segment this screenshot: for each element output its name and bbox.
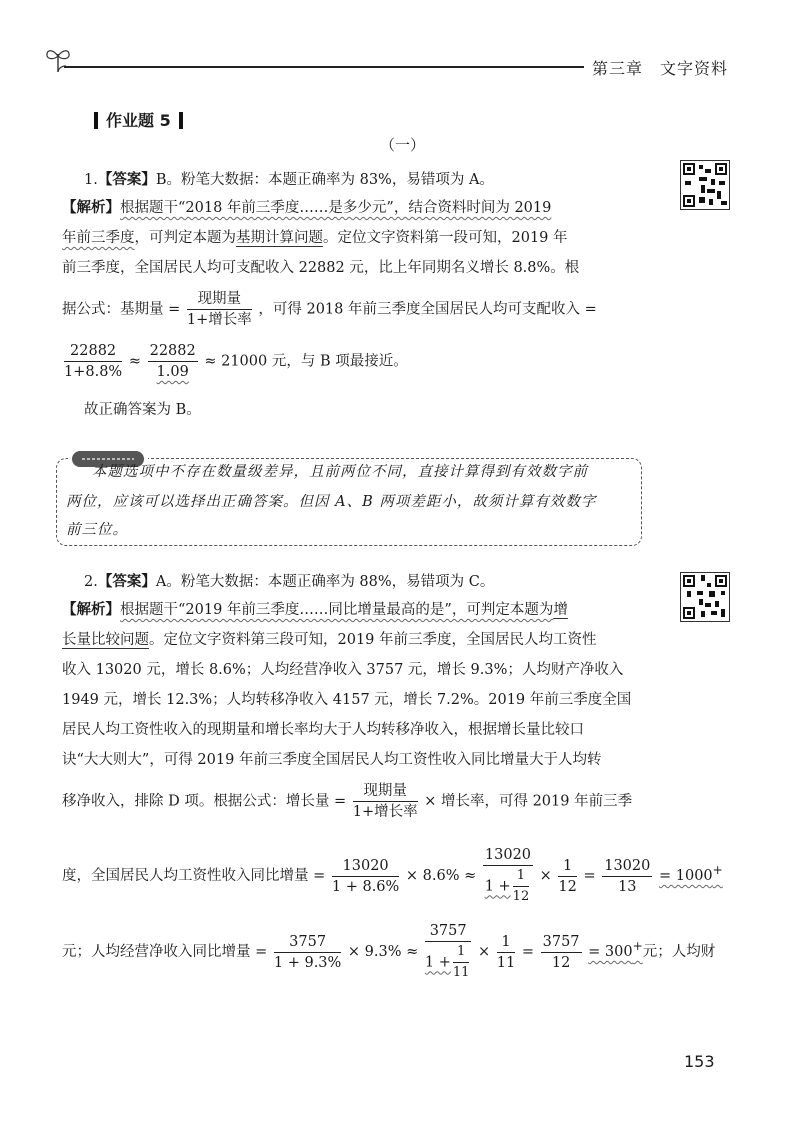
q2-text-line: 居民人均工资性收入的现期量和增长率均大于人均转移净收入，根据增长量比较口	[62, 722, 584, 738]
fraction: $\frac{\text{现期量}}{\text{1+增长率}}$	[352, 783, 418, 820]
fraction: $\frac{\text{现期量}}{\text{1+增长率}}$	[186, 291, 252, 328]
tip-line: 前三位。	[66, 522, 128, 538]
q1-calc-line: $\frac{22882}{1+8.8\%}$ ≈ $\frac{22882}{1.09}$ ≈ 21000 元，与 B 项最接近。	[64, 343, 408, 380]
fraction: $\frac{3757}{12}$	[542, 933, 580, 971]
qr-code-icon	[680, 572, 730, 622]
fraction: $\frac{1}{12}$	[558, 857, 577, 895]
q2-text-line: 1949 元，增长 12.3%；人均转移净收入 4157 元，增长 7.2%。2019 年前三季度全国	[62, 692, 632, 708]
leaf-logo-icon	[44, 44, 72, 78]
q1-conclusion: 故正确答案为 B。	[84, 402, 201, 418]
section-title: （一）	[380, 136, 426, 154]
q2-formula-line: 移净收入，排除 D 项。根据公式：增长量 = $\frac{\text{现期量}}{\text{1+增长率}}$ × 增长率，可得 2019 年前三季	[62, 783, 633, 820]
fraction: 13020 1 + $\frac{1}{12}$	[484, 847, 532, 904]
q2-answer-line: 2.【答案】A。粉笔大数据：本题正确率为 88%，易错项为 C。	[84, 574, 495, 590]
header-rule	[64, 66, 584, 68]
q1-formula-line: 据公式：基期量 = $\frac{\text{现期量}}{\text{1+增长率}}$ ，可得 2018 年前三季度全国居民人均可支配收入 =	[62, 291, 597, 328]
q2-calc-line: 元；人均经营净收入同比增量 = $\frac{3757}{1 + 9.3\%}$ × 9.3% ≈ 3757 1 + $\frac{1}{11}$ × $\frac{1}{11}$ = $\frac{3757}{12}$ = 300+元；人均财	[62, 923, 716, 980]
q1-text-line: 年前三季度，可判定本题为基期计算问题。定位文字资料第一段可知，2019 年	[62, 230, 568, 246]
page-number: 153	[684, 1052, 715, 1071]
fraction: $\frac{3757}{1 + 9.3\%}$	[273, 933, 342, 971]
q2-analysis-line: 【解析】根据题干“2019 年前三季度……同比增量最高的是”，可判定本题为增	[62, 602, 568, 618]
fraction: $\frac{22882}{1.09}$	[149, 343, 196, 380]
fraction: $\frac{1}{11}$	[496, 933, 516, 971]
tip-line: 两位，应该可以选择出正确答案。但因 A、B 两项差距小，故须计算有效数字	[66, 494, 597, 510]
fraction: $\frac{13020}{13}$	[604, 857, 651, 895]
q1-answer-line: 1.【答案】B。粉笔大数据：本题正确率为 83%，易错项为 A。	[84, 172, 494, 188]
homework-label: 作业题 5	[86, 108, 191, 131]
fraction: $\frac{22882}{1+8.8\%}$	[64, 343, 123, 380]
q2-calc-line: 度，全国居民人均工资性收入同比增量 = $\frac{13020}{1 + 8.6\%}$ × 8.6% ≈ 13020 1 + $\frac{1}{12}$ × $\frac{1}{12}$ = $\frac{13020}{13}$ = 1000+	[62, 847, 723, 904]
qr-code-icon	[680, 160, 730, 210]
fraction: $\frac{13020}{1 + 8.6\%}$	[331, 857, 400, 895]
chapter-title: 第三章 文字资料	[592, 59, 729, 78]
q1-text-line: 前三季度，全国居民人均可支配收入 22882 元，比上年同期名义增长 8.8%。根	[62, 260, 580, 276]
q1-analysis-line: 【解析】根据题干“2018 年前三季度……是多少元”，结合资料时间为 2019	[62, 200, 552, 216]
q2-text-line: 长量比较问题。定位文字资料第三段可知，2019 年前三季度，全国居民人均工资性	[62, 632, 597, 648]
tip-line: 本题选项中不存在数量级差异，且前两位不同，直接计算得到有效数字前	[92, 464, 588, 480]
fraction: 3757 1 + $\frac{1}{11}$	[424, 923, 470, 980]
q2-text-line: 收入 13020 元，增长 8.6%；人均经营净收入 3757 元，增长 9.3%；人均财产净收入	[62, 662, 624, 678]
q2-text-line: 诀“大大则大”，可得 2019 年前三季度全国居民人均工资性收入同比增量大于人均转	[62, 752, 602, 768]
